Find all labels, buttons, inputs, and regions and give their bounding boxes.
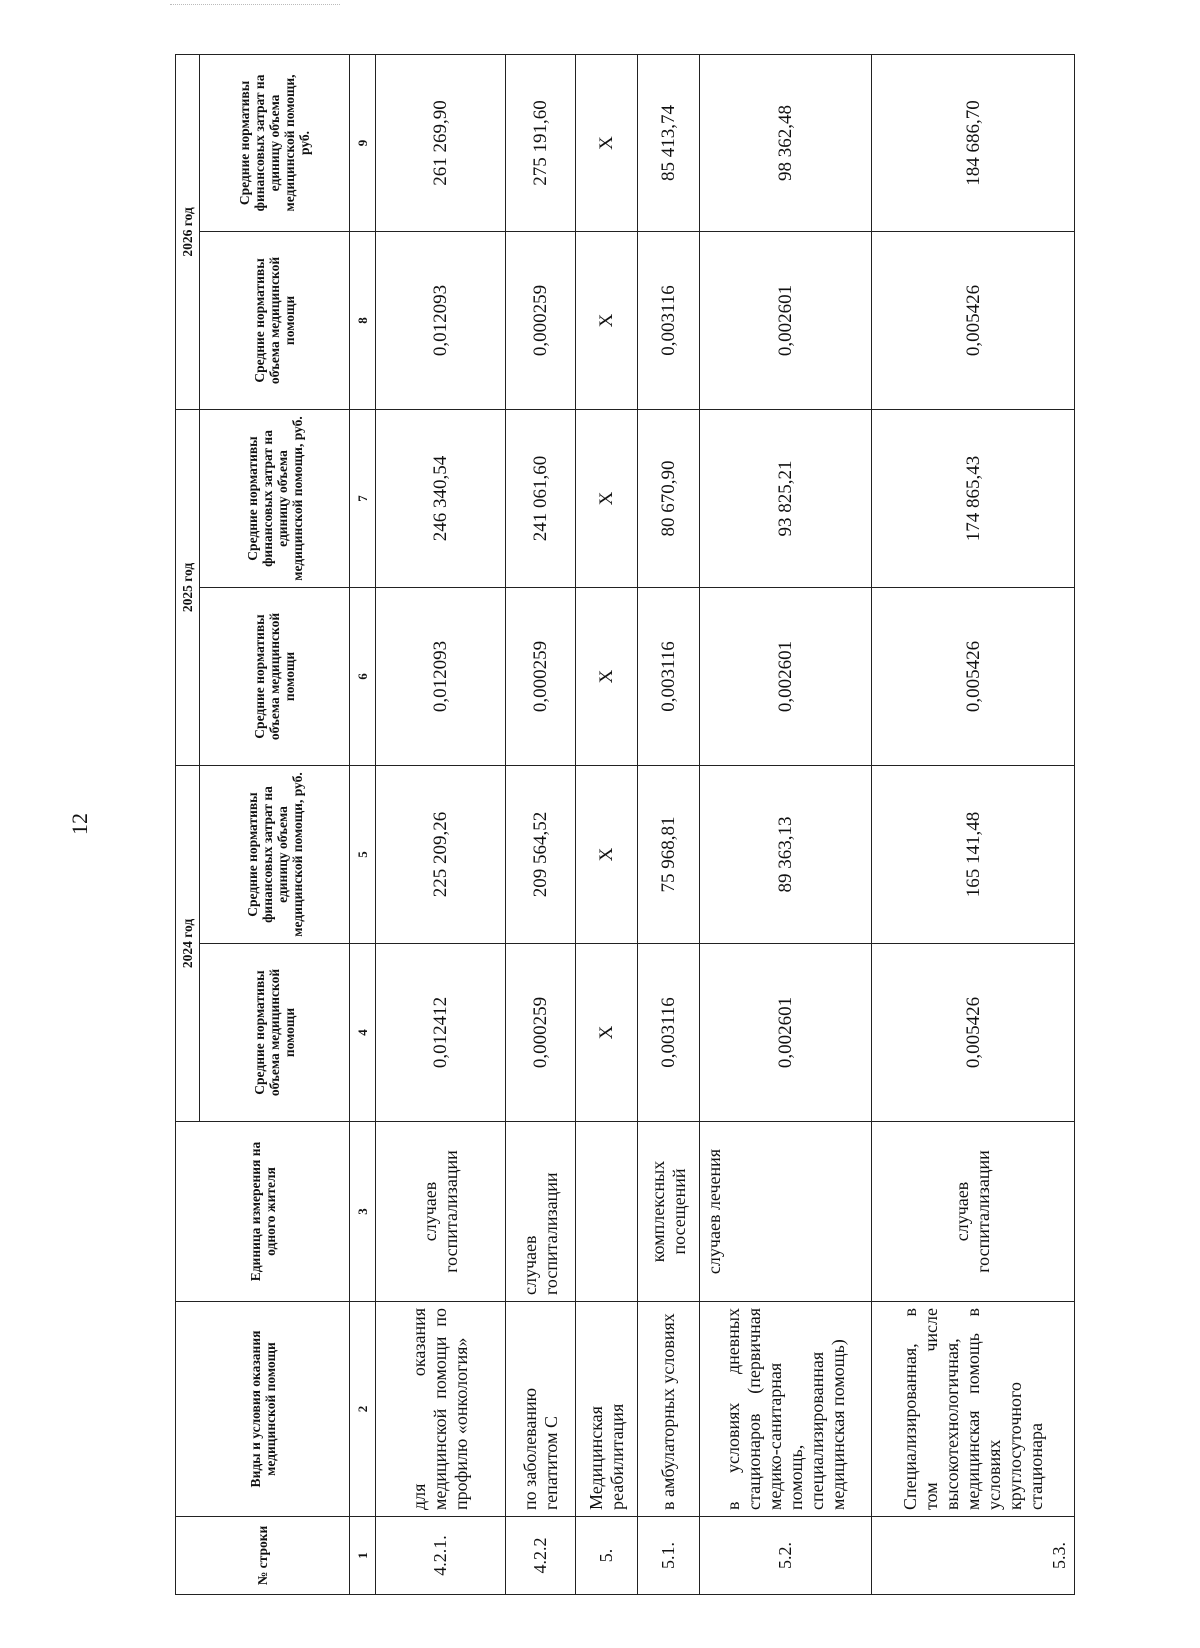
row-unit: [576, 1122, 638, 1302]
scan-artifact: [170, 4, 340, 15]
cost-2025: 80 670,90: [638, 409, 700, 587]
header-year-2024: 2024 год: [176, 765, 200, 1121]
table-row: [506, 54, 576, 1594]
row-unit: случаев лечения: [700, 1122, 872, 1302]
row-no: 5.2.: [700, 1517, 872, 1595]
row-no: 5.3.: [872, 1517, 1075, 1595]
row-kind: для оказания медицинской помощи по профилю «онкология»: [376, 1302, 506, 1517]
cost-2025: 246 340,54: [376, 409, 506, 587]
col-number: 6: [350, 587, 376, 765]
normatives-table: [175, 54, 1075, 1595]
row-unit: комплексных посещений: [638, 1122, 700, 1302]
header-volume-2024: Средние нормативы объема медицинской помощи: [200, 944, 350, 1122]
col-number: 2: [350, 1302, 376, 1517]
col-number: 8: [350, 231, 376, 409]
volume-2024: 0,003116: [638, 944, 700, 1122]
col-number: 3: [350, 1122, 376, 1302]
volume-2025: 0,002601: [700, 587, 872, 765]
row-unit: случаев госпитализации: [872, 1122, 1075, 1302]
volume-2024: 0,012412: [376, 944, 506, 1122]
row-kind: в условиях дневных стационаров (первичная медико-санитарная помощь, специализированная медицинская помощь): [700, 1302, 872, 1517]
cost-2025: 93 825,21: [700, 409, 872, 587]
volume-2024: 0,005426: [872, 944, 1075, 1122]
header-row-no: № строки: [176, 1517, 350, 1595]
volume-2026: 0,000259: [506, 231, 576, 409]
table-row: [576, 54, 638, 1594]
col-number: 9: [350, 54, 376, 231]
volume-2026: 0,005426: [872, 231, 1075, 409]
volume-2024: 0,002601: [700, 944, 872, 1122]
row-no: 5.: [576, 1517, 638, 1595]
cost-2025: X: [576, 409, 638, 587]
header-cost-2024: Средние нормативы финансовых затрат на единицу объема медицинской помощи, руб.: [200, 765, 350, 943]
row-no: 4.2.1.: [376, 1517, 506, 1595]
row-kind: в амбулаторных условиях: [638, 1302, 700, 1517]
header-volume-2026: Средние нормативы объема медицинской помощи: [200, 231, 350, 409]
table-row: [638, 54, 700, 1594]
header-unit: Единица измерения на одного жителя: [176, 1122, 350, 1302]
table-row: [700, 54, 872, 1594]
volume-2026: 0,012093: [376, 231, 506, 409]
col-number: 7: [350, 409, 376, 587]
cost-2024: 209 564,52: [506, 765, 576, 943]
cost-2024: 225 209,26: [376, 765, 506, 943]
cost-2024: 165 141,48: [872, 765, 1075, 943]
cost-2026: 275 191,60: [506, 54, 576, 231]
volume-2026: 0,002601: [700, 231, 872, 409]
col-number: 5: [350, 765, 376, 943]
header-year-2026: 2026 год: [176, 54, 200, 409]
volume-2024: 0,000259: [506, 944, 576, 1122]
header-cost-2026: Средние нормативы финансовых затрат на единицу объема медицинской помощи, руб.: [200, 54, 350, 231]
page-number: 12: [67, 813, 92, 835]
header-kind: Виды и условия оказания медицинской помощи: [176, 1302, 350, 1517]
col-number: 4: [350, 944, 376, 1122]
row-no: 4.2.2: [506, 1517, 576, 1595]
volume-2025: 0,012093: [376, 587, 506, 765]
cost-2024: 75 968,81: [638, 765, 700, 943]
row-kind: Специализированная, в том числе высокотехнологичная, медицинская помощь в условиях круглосуточного стационара: [872, 1302, 1075, 1517]
cost-2024: 89 363,13: [700, 765, 872, 943]
cost-2026: 184 686,70: [872, 54, 1075, 231]
table-row: [872, 54, 1075, 1594]
table-row: [376, 54, 506, 1594]
volume-2026: 0,003116: [638, 231, 700, 409]
col-number: 1: [350, 1517, 376, 1595]
header-cost-2025: Средние нормативы финансовых затрат на единицу объема медицинской помощи, руб.: [200, 409, 350, 587]
row-unit: случаев госпитализации: [506, 1122, 576, 1302]
rotated-table-wrapper: [175, 55, 1075, 1595]
volume-2025: X: [576, 587, 638, 765]
row-unit: случаев госпитализации: [376, 1122, 506, 1302]
volume-2025: 0,000259: [506, 587, 576, 765]
header-volume-2025: Средние нормативы объема медицинской помощи: [200, 587, 350, 765]
volume-2025: 0,005426: [872, 587, 1075, 765]
volume-2025: 0,003116: [638, 587, 700, 765]
row-kind: Медицинская реабилитация: [576, 1302, 638, 1517]
cost-2026: X: [576, 54, 638, 231]
cost-2025: 174 865,43: [872, 409, 1075, 587]
row-no: 5.1.: [638, 1517, 700, 1595]
cost-2026: 85 413,74: [638, 54, 700, 231]
cost-2026: 98 362,48: [700, 54, 872, 231]
cost-2024: X: [576, 765, 638, 943]
cost-2025: 241 061,60: [506, 409, 576, 587]
cost-2026: 261 269,90: [376, 54, 506, 231]
volume-2026: X: [576, 231, 638, 409]
row-kind: по заболеванию гепатитом С: [506, 1302, 576, 1517]
header-year-2025: 2025 год: [176, 409, 200, 765]
volume-2024: X: [576, 944, 638, 1122]
